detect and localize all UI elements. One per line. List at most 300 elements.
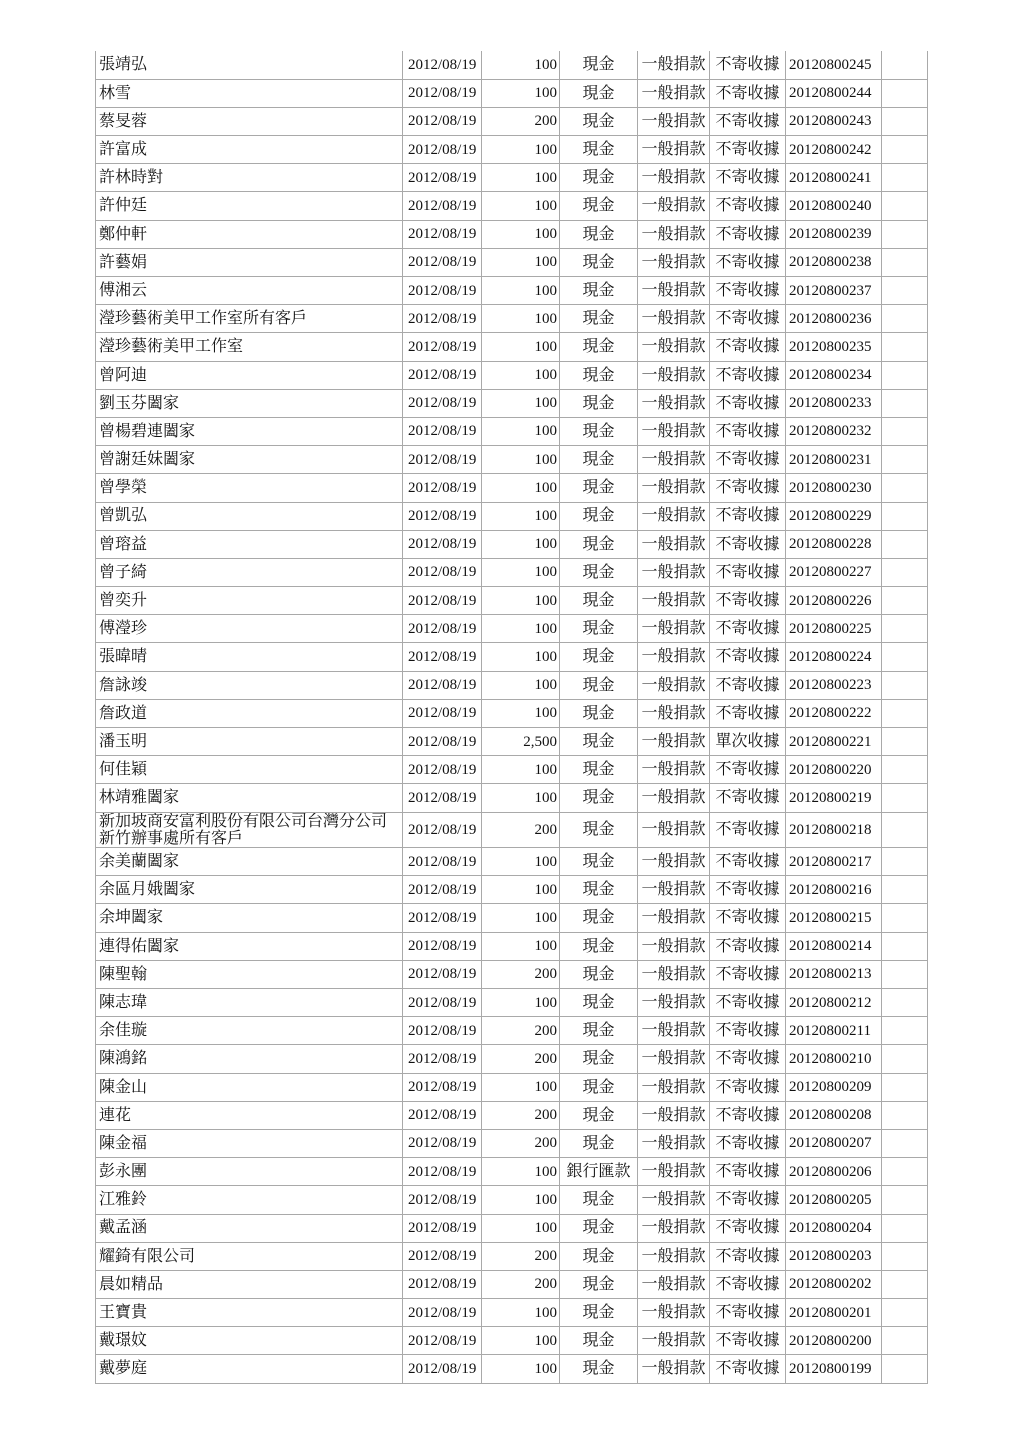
table-row (96, 277, 928, 305)
donation-type: 一般捐款 (638, 784, 710, 812)
table-row (96, 164, 928, 192)
donation-type: 一般捐款 (638, 1186, 710, 1214)
payment-method: 現金 (560, 136, 638, 164)
payment-method: 現金 (560, 587, 638, 615)
donation-date: 2012/08/19 (403, 587, 482, 615)
donation-date: 2012/08/19 (403, 812, 482, 848)
payment-method: 現金 (560, 51, 638, 79)
payment-method: 現金 (560, 728, 638, 756)
donation-amount: 200 (482, 812, 560, 848)
blank-cell (882, 558, 928, 586)
donation-amount: 2,500 (482, 728, 560, 756)
table-row (96, 51, 928, 79)
table-row (96, 389, 928, 417)
blank-cell (882, 932, 928, 960)
receipt-option: 不寄收據 (710, 79, 786, 107)
receipt-number: 20120800214 (786, 932, 882, 960)
donation-type: 一般捐款 (638, 333, 710, 361)
receipt-number: 20120800218 (786, 812, 882, 848)
receipt-number: 20120800215 (786, 904, 882, 932)
receipt-option: 不寄收據 (710, 1017, 786, 1045)
receipt-option: 不寄收據 (710, 361, 786, 389)
donation-type: 一般捐款 (638, 876, 710, 904)
donation-amount: 100 (482, 136, 560, 164)
donor-name: 晨如精品 (96, 1270, 403, 1298)
blank-cell (882, 51, 928, 79)
donation-record-sheet (95, 51, 927, 1384)
blank-cell (882, 389, 928, 417)
donor-name: 曾瑢益 (96, 530, 403, 558)
donation-amount: 100 (482, 1299, 560, 1327)
donor-name: 瀅珍藝術美甲工作室 (96, 333, 403, 361)
donation-table-body (96, 51, 928, 1383)
donation-amount: 100 (482, 164, 560, 192)
receipt-number: 20120800219 (786, 784, 882, 812)
donor-name: 瀅珍藝術美甲工作室所有客戶 (96, 305, 403, 333)
receipt-option: 不寄收據 (710, 848, 786, 876)
donation-type: 一般捐款 (638, 79, 710, 107)
table-row (96, 1214, 928, 1242)
donation-type: 一般捐款 (638, 643, 710, 671)
payment-method: 現金 (560, 643, 638, 671)
receipt-number: 20120800244 (786, 79, 882, 107)
donor-name: 張靖弘 (96, 51, 403, 79)
blank-cell (882, 1186, 928, 1214)
donation-amount: 200 (482, 960, 560, 988)
receipt-number: 20120800213 (786, 960, 882, 988)
donation-type: 一般捐款 (638, 417, 710, 445)
donor-name: 曾學榮 (96, 474, 403, 502)
receipt-option: 不寄收據 (710, 1299, 786, 1327)
donation-date: 2012/08/19 (403, 876, 482, 904)
donation-amount: 100 (482, 1327, 560, 1355)
payment-method: 現金 (560, 1299, 638, 1327)
table-row (96, 192, 928, 220)
donation-date: 2012/08/19 (403, 1045, 482, 1073)
receipt-option: 不寄收據 (710, 333, 786, 361)
blank-cell (882, 587, 928, 615)
table-row (96, 220, 928, 248)
payment-method: 現金 (560, 530, 638, 558)
donor-name: 王寶貴 (96, 1299, 403, 1327)
donor-name: 曾子綺 (96, 558, 403, 586)
payment-method: 現金 (560, 389, 638, 417)
donation-type: 一般捐款 (638, 164, 710, 192)
donor-name: 何佳穎 (96, 756, 403, 784)
donor-name: 林靖雅闔家 (96, 784, 403, 812)
table-row (96, 1270, 928, 1298)
receipt-option: 不寄收據 (710, 1214, 786, 1242)
donation-type: 一般捐款 (638, 361, 710, 389)
donation-amount: 100 (482, 784, 560, 812)
payment-method: 現金 (560, 1017, 638, 1045)
donation-amount: 100 (482, 643, 560, 671)
receipt-number: 20120800223 (786, 671, 882, 699)
blank-cell (882, 164, 928, 192)
receipt-option: 不寄收據 (710, 446, 786, 474)
receipt-option: 不寄收據 (710, 615, 786, 643)
receipt-number: 20120800233 (786, 389, 882, 417)
blank-cell (882, 474, 928, 502)
donation-type: 一般捐款 (638, 558, 710, 586)
donation-amount: 100 (482, 558, 560, 586)
receipt-number: 20120800206 (786, 1158, 882, 1186)
payment-method: 現金 (560, 615, 638, 643)
donation-date: 2012/08/19 (403, 558, 482, 586)
donation-date: 2012/08/19 (403, 1101, 482, 1129)
payment-method: 現金 (560, 989, 638, 1017)
donation-type: 一般捐款 (638, 474, 710, 502)
receipt-number: 20120800239 (786, 220, 882, 248)
donation-amount: 100 (482, 904, 560, 932)
blank-cell (882, 107, 928, 135)
receipt-number: 20120800203 (786, 1242, 882, 1270)
blank-cell (882, 446, 928, 474)
receipt-option: 不寄收據 (710, 756, 786, 784)
receipt-option: 不寄收據 (710, 1073, 786, 1101)
payment-method: 現金 (560, 848, 638, 876)
blank-cell (882, 1299, 928, 1327)
donor-name: 曾凱弘 (96, 502, 403, 530)
donation-amount: 100 (482, 1073, 560, 1101)
donation-amount: 100 (482, 277, 560, 305)
table-row (96, 756, 928, 784)
payment-method: 現金 (560, 1214, 638, 1242)
receipt-number: 20120800231 (786, 446, 882, 474)
receipt-number: 20120800210 (786, 1045, 882, 1073)
payment-method: 現金 (560, 812, 638, 848)
donation-date: 2012/08/19 (403, 756, 482, 784)
receipt-option: 不寄收據 (710, 587, 786, 615)
donor-name: 余區月娥闔家 (96, 876, 403, 904)
payment-method: 現金 (560, 333, 638, 361)
receipt-number: 20120800212 (786, 989, 882, 1017)
donation-type: 一般捐款 (638, 248, 710, 276)
blank-cell (882, 784, 928, 812)
table-row (96, 136, 928, 164)
donor-name: 陳志瑋 (96, 989, 403, 1017)
donation-type: 一般捐款 (638, 1101, 710, 1129)
receipt-option: 不寄收據 (710, 51, 786, 79)
payment-method: 現金 (560, 1101, 638, 1129)
table-row (96, 1017, 928, 1045)
table-row (96, 107, 928, 135)
donation-type: 一般捐款 (638, 587, 710, 615)
receipt-option: 不寄收據 (710, 1242, 786, 1270)
donation-amount: 100 (482, 333, 560, 361)
blank-cell (882, 812, 928, 848)
donation-amount: 100 (482, 502, 560, 530)
payment-method: 現金 (560, 1045, 638, 1073)
receipt-option: 不寄收據 (710, 558, 786, 586)
blank-cell (882, 305, 928, 333)
blank-cell (882, 1073, 928, 1101)
donor-name: 曾謝廷妹闔家 (96, 446, 403, 474)
donation-table (95, 51, 928, 1384)
receipt-number: 20120800211 (786, 1017, 882, 1045)
receipt-number: 20120800204 (786, 1214, 882, 1242)
donor-name: 曾阿迪 (96, 361, 403, 389)
receipt-number: 20120800236 (786, 305, 882, 333)
donor-name: 戴夢庭 (96, 1355, 403, 1383)
table-row (96, 876, 928, 904)
payment-method: 現金 (560, 502, 638, 530)
table-row (96, 932, 928, 960)
donor-name: 詹詠竣 (96, 671, 403, 699)
table-row (96, 699, 928, 727)
payment-method: 現金 (560, 1242, 638, 1270)
blank-cell (882, 1355, 928, 1383)
donation-amount: 100 (482, 671, 560, 699)
donation-amount: 100 (482, 79, 560, 107)
blank-cell (882, 1101, 928, 1129)
donation-date: 2012/08/19 (403, 643, 482, 671)
donation-type: 一般捐款 (638, 699, 710, 727)
donation-date: 2012/08/19 (403, 1129, 482, 1157)
donation-type: 一般捐款 (638, 848, 710, 876)
payment-method: 現金 (560, 79, 638, 107)
blank-cell (882, 1158, 928, 1186)
receipt-number: 20120800224 (786, 643, 882, 671)
table-row (96, 784, 928, 812)
donor-name: 曾楊碧連闔家 (96, 417, 403, 445)
receipt-option: 不寄收據 (710, 164, 786, 192)
donation-date: 2012/08/19 (403, 107, 482, 135)
donation-date: 2012/08/19 (403, 277, 482, 305)
donation-amount: 200 (482, 1017, 560, 1045)
donation-type: 一般捐款 (638, 277, 710, 305)
receipt-option: 不寄收據 (710, 277, 786, 305)
donor-name: 陳聖翰 (96, 960, 403, 988)
donation-date: 2012/08/19 (403, 960, 482, 988)
table-row (96, 728, 928, 756)
payment-method: 現金 (560, 1270, 638, 1298)
receipt-number: 20120800205 (786, 1186, 882, 1214)
donation-type: 一般捐款 (638, 904, 710, 932)
payment-method: 現金 (560, 1129, 638, 1157)
donation-amount: 200 (482, 1270, 560, 1298)
donation-date: 2012/08/19 (403, 361, 482, 389)
payment-method: 現金 (560, 756, 638, 784)
donation-type: 一般捐款 (638, 136, 710, 164)
table-row (96, 960, 928, 988)
blank-cell (882, 615, 928, 643)
receipt-number: 20120800243 (786, 107, 882, 135)
payment-method: 現金 (560, 904, 638, 932)
table-row (96, 1186, 928, 1214)
receipt-number: 20120800199 (786, 1355, 882, 1383)
donor-name: 傅瀅珍 (96, 615, 403, 643)
blank-cell (882, 1327, 928, 1355)
donation-amount: 100 (482, 192, 560, 220)
receipt-option: 不寄收據 (710, 876, 786, 904)
donor-name: 林雪 (96, 79, 403, 107)
table-row (96, 1101, 928, 1129)
receipt-option: 不寄收據 (710, 643, 786, 671)
donation-type: 一般捐款 (638, 1242, 710, 1270)
donation-type: 一般捐款 (638, 728, 710, 756)
receipt-number: 20120800202 (786, 1270, 882, 1298)
donor-name: 陳鴻銘 (96, 1045, 403, 1073)
payment-method: 現金 (560, 220, 638, 248)
donation-type: 一般捐款 (638, 1158, 710, 1186)
blank-cell (882, 333, 928, 361)
donation-type: 一般捐款 (638, 220, 710, 248)
payment-method: 現金 (560, 107, 638, 135)
donation-type: 一般捐款 (638, 615, 710, 643)
donor-name: 許藝娟 (96, 248, 403, 276)
donation-date: 2012/08/19 (403, 1158, 482, 1186)
table-row (96, 1242, 928, 1270)
donor-name: 張暐晴 (96, 643, 403, 671)
donation-date: 2012/08/19 (403, 79, 482, 107)
table-row (96, 1129, 928, 1157)
donation-type: 一般捐款 (638, 1327, 710, 1355)
donation-date: 2012/08/19 (403, 784, 482, 812)
table-row (96, 361, 928, 389)
table-row (96, 587, 928, 615)
donation-type: 一般捐款 (638, 671, 710, 699)
blank-cell (882, 671, 928, 699)
receipt-option: 不寄收據 (710, 502, 786, 530)
donor-name: 許林時對 (96, 164, 403, 192)
donation-amount: 100 (482, 220, 560, 248)
payment-method: 現金 (560, 192, 638, 220)
donation-date: 2012/08/19 (403, 474, 482, 502)
donation-amount: 100 (482, 699, 560, 727)
receipt-option: 不寄收據 (710, 1158, 786, 1186)
donor-name: 戴孟涵 (96, 1214, 403, 1242)
donation-date: 2012/08/19 (403, 848, 482, 876)
donation-type: 一般捐款 (638, 1355, 710, 1383)
blank-cell (882, 1242, 928, 1270)
donation-amount: 100 (482, 417, 560, 445)
table-row (96, 502, 928, 530)
payment-method: 現金 (560, 474, 638, 502)
donor-name: 許富成 (96, 136, 403, 164)
receipt-option: 不寄收據 (710, 1270, 786, 1298)
donor-name: 陳金山 (96, 1073, 403, 1101)
receipt-option: 不寄收據 (710, 699, 786, 727)
receipt-option: 不寄收據 (710, 932, 786, 960)
donation-amount: 100 (482, 530, 560, 558)
blank-cell (882, 1270, 928, 1298)
donation-date: 2012/08/19 (403, 446, 482, 474)
blank-cell (882, 756, 928, 784)
donor-name: 陳金福 (96, 1129, 403, 1157)
blank-cell (882, 960, 928, 988)
receipt-option: 不寄收據 (710, 1101, 786, 1129)
donation-date: 2012/08/19 (403, 671, 482, 699)
blank-cell (882, 220, 928, 248)
receipt-option: 不寄收據 (710, 107, 786, 135)
table-row (96, 1355, 928, 1383)
donation-type: 一般捐款 (638, 502, 710, 530)
donation-amount: 100 (482, 756, 560, 784)
donation-date: 2012/08/19 (403, 417, 482, 445)
donation-date: 2012/08/19 (403, 615, 482, 643)
table-row (96, 1327, 928, 1355)
table-row (96, 1299, 928, 1327)
donation-amount: 100 (482, 446, 560, 474)
receipt-number: 20120800234 (786, 361, 882, 389)
donation-date: 2012/08/19 (403, 1299, 482, 1327)
donation-type: 一般捐款 (638, 107, 710, 135)
payment-method: 現金 (560, 1186, 638, 1214)
donation-date: 2012/08/19 (403, 1073, 482, 1101)
donation-amount: 100 (482, 248, 560, 276)
receipt-option: 不寄收據 (710, 389, 786, 417)
payment-method: 現金 (560, 361, 638, 389)
table-row (96, 446, 928, 474)
receipt-option: 不寄收據 (710, 1129, 786, 1157)
donation-amount: 100 (482, 615, 560, 643)
donation-date: 2012/08/19 (403, 164, 482, 192)
table-row (96, 848, 928, 876)
donation-amount: 100 (482, 1355, 560, 1383)
donation-date: 2012/08/19 (403, 1242, 482, 1270)
receipt-option: 不寄收據 (710, 1045, 786, 1073)
receipt-number: 20120800221 (786, 728, 882, 756)
blank-cell (882, 361, 928, 389)
donor-name: 詹政道 (96, 699, 403, 727)
donation-amount: 100 (482, 51, 560, 79)
donation-type: 一般捐款 (638, 1270, 710, 1298)
donation-date: 2012/08/19 (403, 248, 482, 276)
receipt-option: 不寄收據 (710, 784, 786, 812)
blank-cell (882, 848, 928, 876)
payment-method: 現金 (560, 699, 638, 727)
blank-cell (882, 643, 928, 671)
table-row (96, 1073, 928, 1101)
donation-amount: 100 (482, 989, 560, 1017)
donor-name: 余美蘭闔家 (96, 848, 403, 876)
receipt-option: 不寄收據 (710, 960, 786, 988)
donation-amount: 100 (482, 1158, 560, 1186)
receipt-option: 不寄收據 (710, 989, 786, 1017)
donation-type: 一般捐款 (638, 756, 710, 784)
receipt-option: 不寄收據 (710, 220, 786, 248)
receipt-option: 不寄收據 (710, 904, 786, 932)
payment-method: 現金 (560, 305, 638, 333)
blank-cell (882, 79, 928, 107)
table-row (96, 530, 928, 558)
donation-amount: 100 (482, 1214, 560, 1242)
payment-method: 現金 (560, 164, 638, 192)
donation-date: 2012/08/19 (403, 1355, 482, 1383)
receipt-option: 不寄收據 (710, 1327, 786, 1355)
receipt-number: 20120800216 (786, 876, 882, 904)
payment-method: 銀行匯款 (560, 1158, 638, 1186)
donation-date: 2012/08/19 (403, 192, 482, 220)
donation-date: 2012/08/19 (403, 1270, 482, 1298)
donor-name: 潘玉明 (96, 728, 403, 756)
blank-cell (882, 876, 928, 904)
blank-cell (882, 192, 928, 220)
donation-amount: 200 (482, 107, 560, 135)
donation-date: 2012/08/19 (403, 530, 482, 558)
donor-name: 耀錡有限公司 (96, 1242, 403, 1270)
donation-date: 2012/08/19 (403, 1017, 482, 1045)
payment-method: 現金 (560, 558, 638, 586)
receipt-number: 20120800232 (786, 417, 882, 445)
table-row (96, 812, 928, 848)
donation-type: 一般捐款 (638, 1214, 710, 1242)
donation-date: 2012/08/19 (403, 728, 482, 756)
blank-cell (882, 1017, 928, 1045)
donation-type: 一般捐款 (638, 446, 710, 474)
table-row (96, 558, 928, 586)
